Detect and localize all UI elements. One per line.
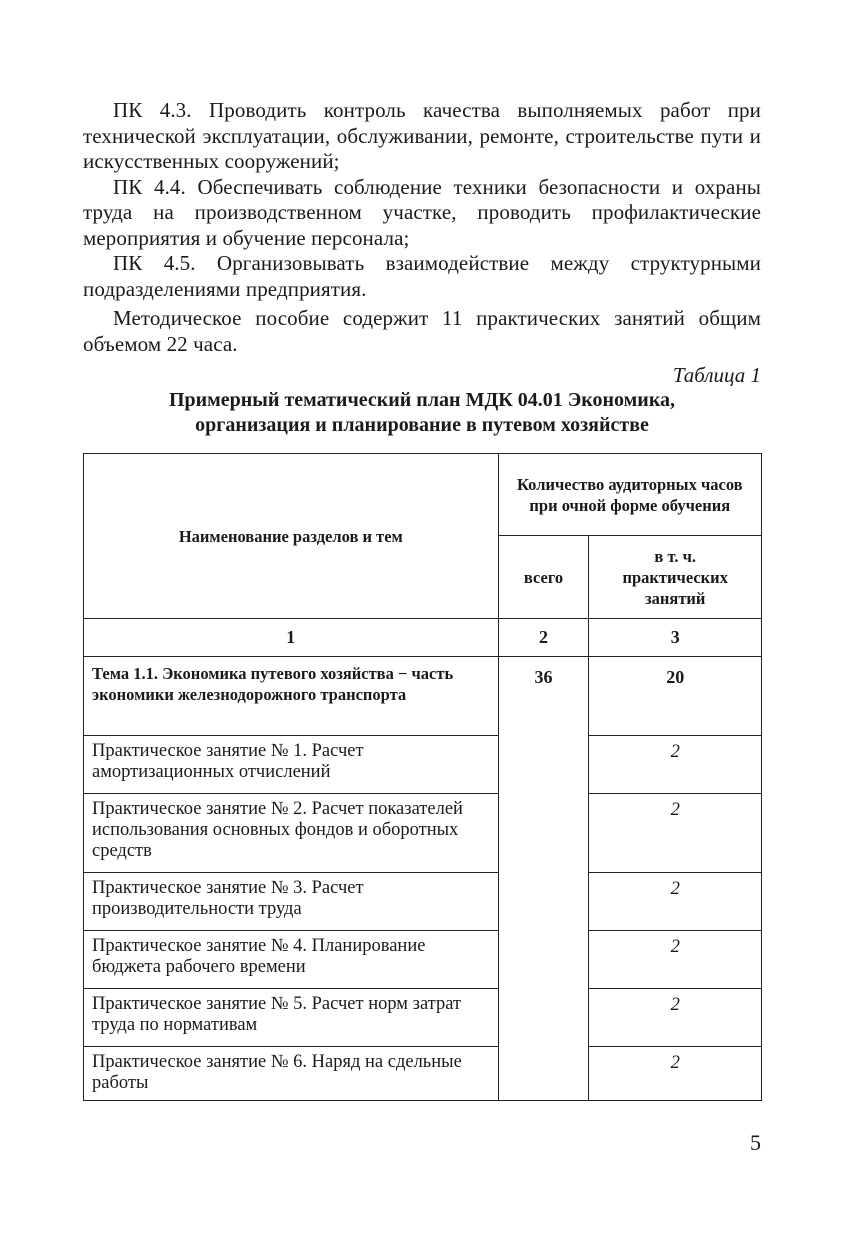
lesson-name: Практическое занятие № 4. Планирование бюджета рабочего времени <box>84 931 499 989</box>
header-name <box>84 454 499 619</box>
lesson-name: Практическое занятие № 3. Расчет производительности труда <box>84 873 499 931</box>
page-number: 5 <box>750 1130 761 1155</box>
lesson-name: Практическое занятие № 2. Расчет показателей использования основных фондов и оборотных средств <box>84 794 499 873</box>
table-row <box>84 931 762 989</box>
header-hours-group: Количество аудиторных часов при очной форме обучения <box>498 454 761 536</box>
table-row <box>84 1047 762 1101</box>
lesson-name: Практическое занятие № 5. Расчет норм затрат труда по нормативам <box>84 989 499 1047</box>
table-title-line1: Примерный тематический план МДК 04.01 Экономика, <box>168 389 676 411</box>
paragraph-summary: Методическое пособие содержит 11 практических занятий общим объемом 22 часа. <box>83 306 761 356</box>
topic-name: Тема 1.1. Экономика путевого хозяйства − часть экономики железнодорожного транспорта <box>84 657 499 736</box>
lesson-practical: 2 <box>589 794 762 873</box>
paragraph-pk-4-5: ПК 4.5. Организовывать взаимодействие между структурными подразделениями предприятия. <box>83 251 761 301</box>
table-title-line2: организация и планирование в путевом хозяйстве <box>195 414 649 436</box>
header-practical: в т. ч. практических занятий <box>589 536 762 619</box>
lesson-practical: 2 <box>589 873 762 931</box>
table-row <box>84 794 762 873</box>
column-number-row <box>84 619 762 657</box>
paragraph-pk-4-4: ПК 4.4. Обеспечивать соблюдение техники безопасности и охраны труда на производственном участке, проводить профилактические мероприятия и обучение персонала; <box>83 174 761 250</box>
table-row <box>84 873 762 931</box>
table-caption: Таблица 1 <box>672 363 761 387</box>
body-text <box>83 98 761 438</box>
lesson-practical: 2 <box>589 989 762 1047</box>
table-row <box>84 989 762 1047</box>
thematic-plan-table <box>83 453 762 1101</box>
topic-total: 36 <box>498 657 589 1101</box>
lesson-practical: 2 <box>589 736 762 794</box>
table-row <box>84 736 762 794</box>
paragraph-pk-4-3: ПК 4.3. Проводить контроль качества выполняемых работ при технической эксплуатации, обслуживании, ремонте, строительстве пути и искусственных сооружений; <box>83 98 761 173</box>
column-number-2: 2 <box>498 619 589 657</box>
topic-row <box>84 657 762 736</box>
column-number-1: 1 <box>84 619 499 657</box>
header-name-label: Наименование разделов и тем <box>178 526 403 546</box>
lesson-practical: 2 <box>589 1047 762 1101</box>
lesson-name: Практическое занятие № 1. Расчет амортизационных отчислений <box>84 736 499 794</box>
lesson-name: Практическое занятие № 6. Наряд на сдельные работы <box>84 1047 499 1101</box>
lesson-practical: 2 <box>589 931 762 989</box>
topic-practical: 20 <box>589 657 762 736</box>
header-total: всего <box>498 536 589 619</box>
column-number-3: 3 <box>589 619 762 657</box>
